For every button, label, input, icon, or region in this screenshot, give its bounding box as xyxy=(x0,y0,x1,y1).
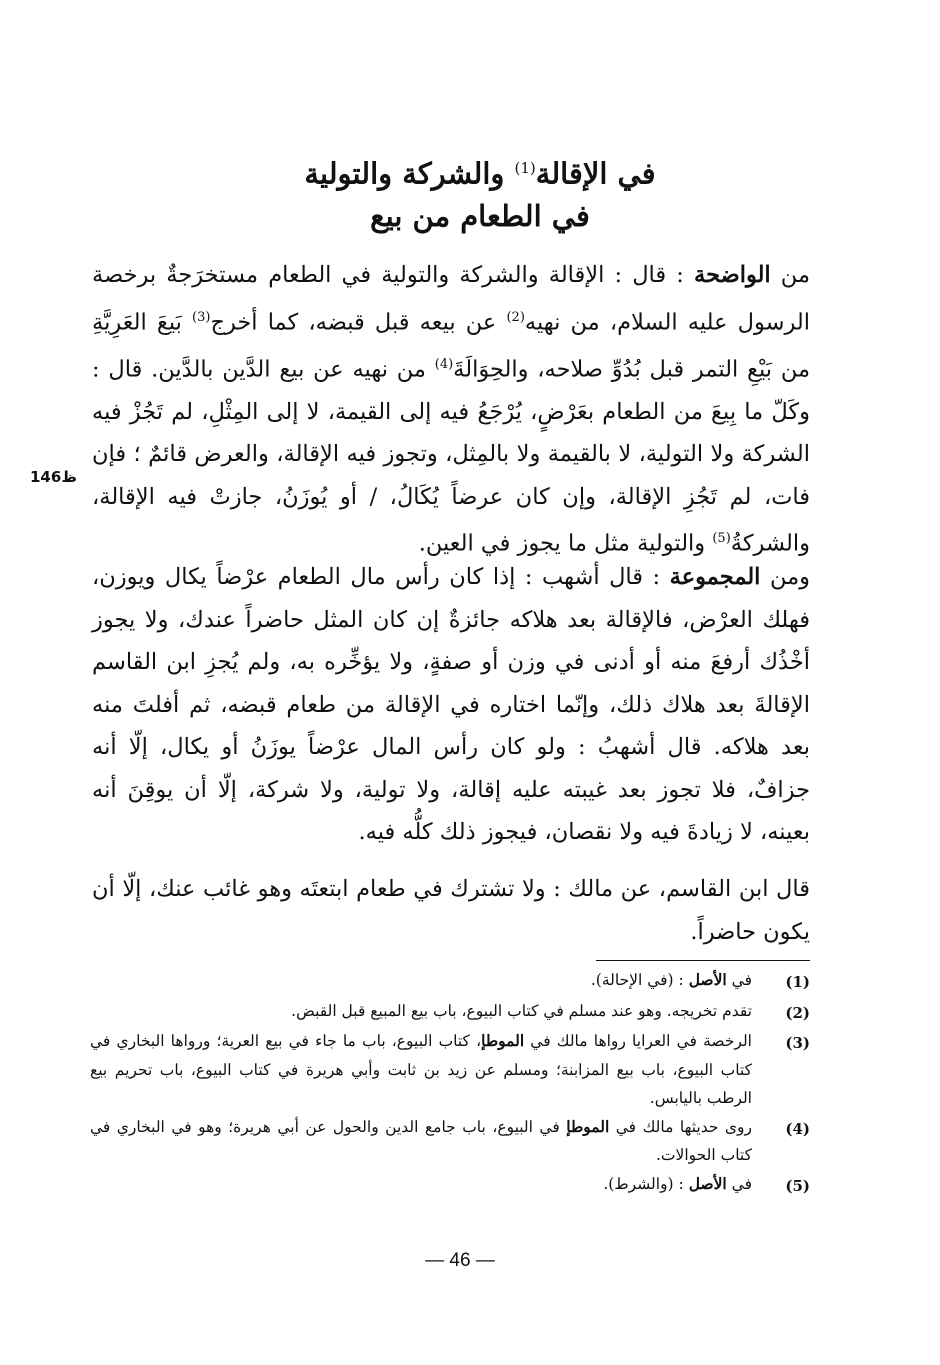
footnote-text xyxy=(90,997,752,1026)
paragraph1-text-b: عن بيعه قبل قبضه، كما أخرج xyxy=(210,309,507,335)
footnote-text xyxy=(90,966,752,995)
title-part-b: والشركة والتولية xyxy=(304,156,515,191)
title-part-a: في الإقالة xyxy=(535,156,656,191)
footnote-4 xyxy=(90,1113,810,1170)
paragraph1-lead-pre: من xyxy=(770,262,810,288)
paragraph-wadiha xyxy=(92,254,810,565)
footnote-text-bold: الموطإ xyxy=(481,1031,525,1050)
paragraph-ibn-alqasim: قال ابن القاسم، عن مالك : ولا تشترك في طعام ابتعتَه وهو غائب عنك، إلّا أن يكون حاضراً. xyxy=(92,876,810,945)
footnote-number: (4) xyxy=(785,1119,810,1138)
paragraph1-text-d: من نهيه عن بيع الدَّين بالدَّين. قال : وكَلّ ما بِيعَ من الطعام بعَرْضٍ، يُرْجَعُ فيه إلى القيمة، لا إلى المِثْلِ، لم تَجُزْ فيه الشركة ولا التولية، لا بالقيمة ولا بالمِثل، وتجوز فيه الإقالة، والعرض قائمٌ ؛ فإن فات، لم تَجُزِ الإقالة، وإن كان عرضاً يُكَالُ، / أو يُوزَنُ، جازتْ فيه الإقالة، والشركةُ xyxy=(92,356,810,557)
paragraph1-text-e: والتولية مثل ما يجوز في العين. xyxy=(418,530,713,557)
footnote-number: (3) xyxy=(785,1034,810,1052)
footnote-2 xyxy=(90,997,810,1028)
paragraph-majmua xyxy=(92,556,810,854)
source-name-majmua: المجموعة xyxy=(669,564,761,590)
footnote-text-pre: في xyxy=(726,1174,752,1193)
footnote-text-post: ، كتاب البيوع، باب ما جاء في بيع العرية؛ ورواها البخاري في كتاب البيوع، باب بيع المزابنة؛ ومسلم عن زيد بن ثابت وأبي هريرة في كتاب البيوع، باب تحريم بيع الرطب باليابس. xyxy=(90,1032,752,1107)
footnote-text-post: : (والشرط). xyxy=(603,1174,689,1193)
footnote-text xyxy=(90,1113,752,1170)
footnote-number: (1) xyxy=(785,973,810,991)
title-footnote-ref-1[interactable]: (1) xyxy=(514,159,536,177)
footnote-ref-3[interactable]: (3) xyxy=(192,309,211,325)
footnote-text-post: في البيوع، باب جامع الدين والحول عن أبي هريرة؛ وهو في البخاري في كتاب الحوالات. xyxy=(90,1117,752,1164)
paragraph2-lead-pre: ومن xyxy=(760,564,811,590)
footnote-1 xyxy=(90,966,810,997)
footnote-ref-4[interactable]: (4) xyxy=(434,356,454,372)
footnote-text-pre: الرخصة في العرايا رواها مالك في xyxy=(524,1032,752,1050)
footnote-text-pre: في xyxy=(726,971,752,989)
paragraph1-text-c: بَيعَ العَرِيَّةِ من بَيْعِ التمر قبل بُدُوِّ صلاحه، والحِوَالَةَ xyxy=(92,309,811,382)
footnote-text-bold: الأصل xyxy=(688,970,727,989)
paragraph1-text-a: : قال : الإقالة والشركة والتولية في الطعام مستخرَجةٌ برخصة الرسول عليه السلام، من نهيه xyxy=(92,262,810,335)
footnote-text xyxy=(90,1027,752,1113)
footnote-5 xyxy=(90,1170,810,1201)
footnotes-section xyxy=(90,966,810,1200)
footnote-text xyxy=(90,1170,752,1199)
footnote-ref-5[interactable]: (5) xyxy=(712,531,731,546)
footnote-text-bold: الأصل xyxy=(688,1173,727,1193)
chapter-title-line-1 xyxy=(200,148,760,194)
paragraph2-text: : قال أشهب : إذا كان رأس مال الطعام عرْضاً يكال ويوزن، فهلك العرْض، فالإقالة بعد هلاكه جائزةٌ إن كان المثل حاضراً عندك، ولا يجوز أخْذُك أرفعَ منه أو أدنى في وزن أو صفةٍ، ولا يؤخِّره به، ولم يُجزِ ابن القاسم الإقالةَ بعد هلاك ذلك، وإنّما اختاره في الإقالة من طعام قبضه، ثم أفلتَ منه بعد هلاكه. قال أشهبُ : ولو كان رأس المال عرْضاً يوزَنُ أو يكال، إلّا أنه جزافٌ، فلا تجوز بعد غيبته عليه إقالة، ولا تولية، ولا شركة، إلّا أن يوقِنَ أنه بعينه، لا زيادةَ فيه ولا نقصان، فيجوز ذلك كلُّه فيه. xyxy=(92,564,810,845)
footnote-3 xyxy=(90,1027,810,1113)
footnote-number: (2) xyxy=(785,1003,810,1022)
footnote-text-post: : (في الإحالة). xyxy=(590,971,689,989)
footnote-ref-2[interactable]: (2) xyxy=(506,309,525,325)
footnote-text-pre: تقدم تخريجه. وهو عند مسلم في كتاب البيوع، باب بيع المبيع قبل القبض. xyxy=(291,1001,752,1020)
footnote-text-pre: روى حديثها مالك في xyxy=(609,1117,752,1136)
source-name-wadiha: الواضحة xyxy=(694,262,771,288)
footnote-separator xyxy=(596,960,810,961)
page-number: — 46 — xyxy=(425,1250,495,1271)
manuscript-folio-marker: 146ظ xyxy=(30,468,77,486)
footnote-number: (5) xyxy=(785,1176,810,1195)
footnote-text-bold: الموطإ xyxy=(566,1116,610,1136)
chapter-title-line-2: في الطعام من بيع xyxy=(370,199,590,233)
